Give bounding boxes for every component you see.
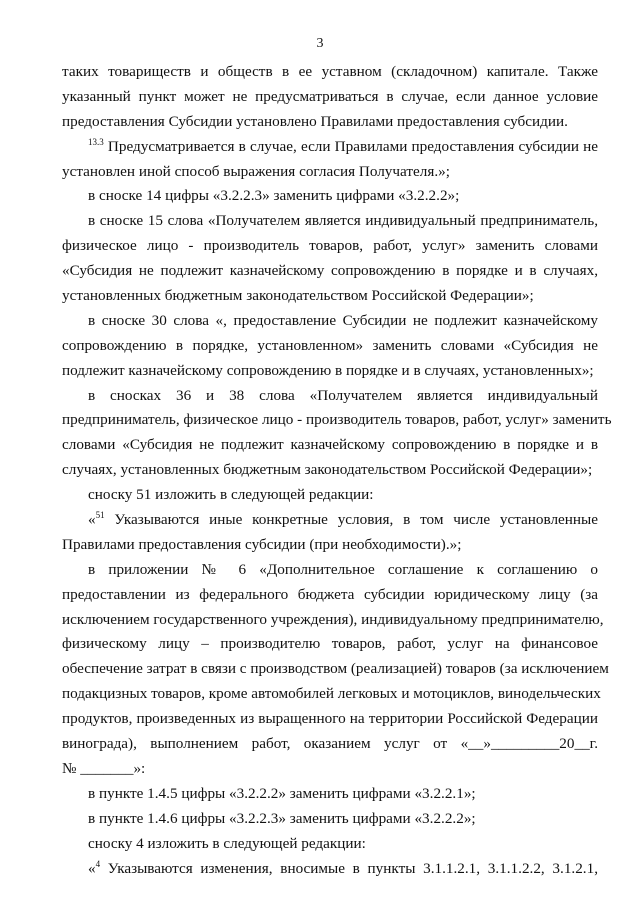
text-line <box>62 857 598 882</box>
text-fragment: Указываются иные конкретные условия, в том числе установленные <box>104 511 598 529</box>
quote-mark: « <box>88 511 96 529</box>
text-line: словами «Субсидия не подлежит казначейскому сопровождению в порядке и в <box>62 436 598 454</box>
text-line: в сноске 30 слова «, предоставление Субсидии не подлежит казначейскому <box>88 311 598 329</box>
text-line: сопровождению в порядке, установленном» заменить словами «Субсидия не <box>62 336 598 354</box>
text-line: предприниматель, физическое лицо - производитель товаров, работ, услуг» заменить <box>62 411 612 429</box>
footnote-marker: 51 <box>95 510 105 521</box>
text-line: в сноске 15 слова «Получателем является индивидуальный предприниматель, <box>88 212 598 230</box>
text-line <box>62 508 598 533</box>
paragraph <box>62 60 598 135</box>
paragraph <box>62 209 598 309</box>
footnote-marker: 13.3 <box>88 136 104 147</box>
text-line: установленных бюджетным законодательством Российской Федерации»; <box>62 287 534 305</box>
text-line: обеспечение затрат в связи с производством (реализацией) товаров (за исключением <box>62 660 609 678</box>
text-line: случаях, установленных бюджетным законодательством Российской Федерации»; <box>62 461 593 479</box>
text-line: в сноске 14 цифры «3.2.2.3» заменить цифрами «3.2.2.2»; <box>88 187 460 205</box>
text-line: продуктов, произведенных из выращенного на территории Российской Федерации <box>62 710 598 728</box>
page-number: 3 <box>316 36 324 51</box>
text-fragment: Указываются изменения, вносимые в пункты 3.1.1.2.1, 3.1.1.2.2, 3.1.2.1, <box>100 859 598 877</box>
paragraph <box>62 558 609 782</box>
text-fragment: Предусматривается в случае, если Правилами предоставления субсидии не <box>103 137 598 155</box>
paragraph <box>62 384 612 484</box>
text-line: физическому лицу – производителю товаров, работ, услуг на финансовое <box>62 635 598 653</box>
text-line: Правилами предоставления субсидии (при необходимости).»; <box>62 535 462 553</box>
text-line: указанный пункт может не предусматриваться в случае, если данное условие <box>62 87 598 105</box>
text-line: винограда), выполнением работ, оказанием услуг от «__»_________20__г. <box>62 735 598 753</box>
text-line: физическое лицо - производитель товаров, работ, услуг» заменить словами <box>62 237 598 255</box>
footnote-marker: 4 <box>95 858 101 869</box>
paragraph <box>62 483 598 508</box>
text-line: таких товариществ и обществ в ее уставном (складочном) капитале. Также <box>62 63 598 80</box>
paragraph <box>62 857 598 882</box>
text-line: сноску 4 изложить в следующей редакции: <box>88 834 366 852</box>
document-body <box>62 60 612 881</box>
paragraph <box>62 782 598 807</box>
text-line: в приложении № 6 «Дополнительное соглашение к соглашению о <box>88 560 598 578</box>
paragraph <box>62 135 598 185</box>
text-line: в пункте 1.4.5 цифры «3.2.2.2» заменить цифрами «3.2.2.1»; <box>88 784 476 802</box>
quote-mark: « <box>88 859 96 877</box>
paragraph <box>62 832 598 857</box>
text-line <box>62 135 598 160</box>
text-line: предоставлении из федерального бюджета субсидии юридическому лицу (за <box>62 585 598 603</box>
paragraph <box>62 184 598 209</box>
text-line: в пункте 1.4.6 цифры «3.2.2.3» заменить цифрами «3.2.2.2»; <box>88 809 476 827</box>
text-line: подлежит казначейскому сопровождению в порядке и в случаях, установленных»; <box>62 361 594 379</box>
text-line: предоставления Субсидии установлено Правилами предоставления субсидии. <box>62 112 568 130</box>
text-line: в сносках 36 и 38 слова «Получателем является индивидуальный <box>88 386 598 404</box>
text-line: № _______»: <box>62 759 146 777</box>
paragraph <box>62 309 598 384</box>
paragraph <box>62 508 598 558</box>
text-line: подакцизных товаров, кроме автомобилей легковых и мотоциклов, винодельческих <box>62 685 601 703</box>
text-line: исключением государственного учреждения), индивидуальному предпринимателю, <box>62 610 604 628</box>
text-line: установлен иной способ выражения согласия Получателя.»; <box>62 162 450 180</box>
text-line: сноску 51 изложить в следующей редакции: <box>88 486 374 504</box>
text-line: «Субсидия не подлежит казначейскому сопровождению в порядке и в случаях, <box>62 262 598 280</box>
paragraph <box>62 807 598 832</box>
